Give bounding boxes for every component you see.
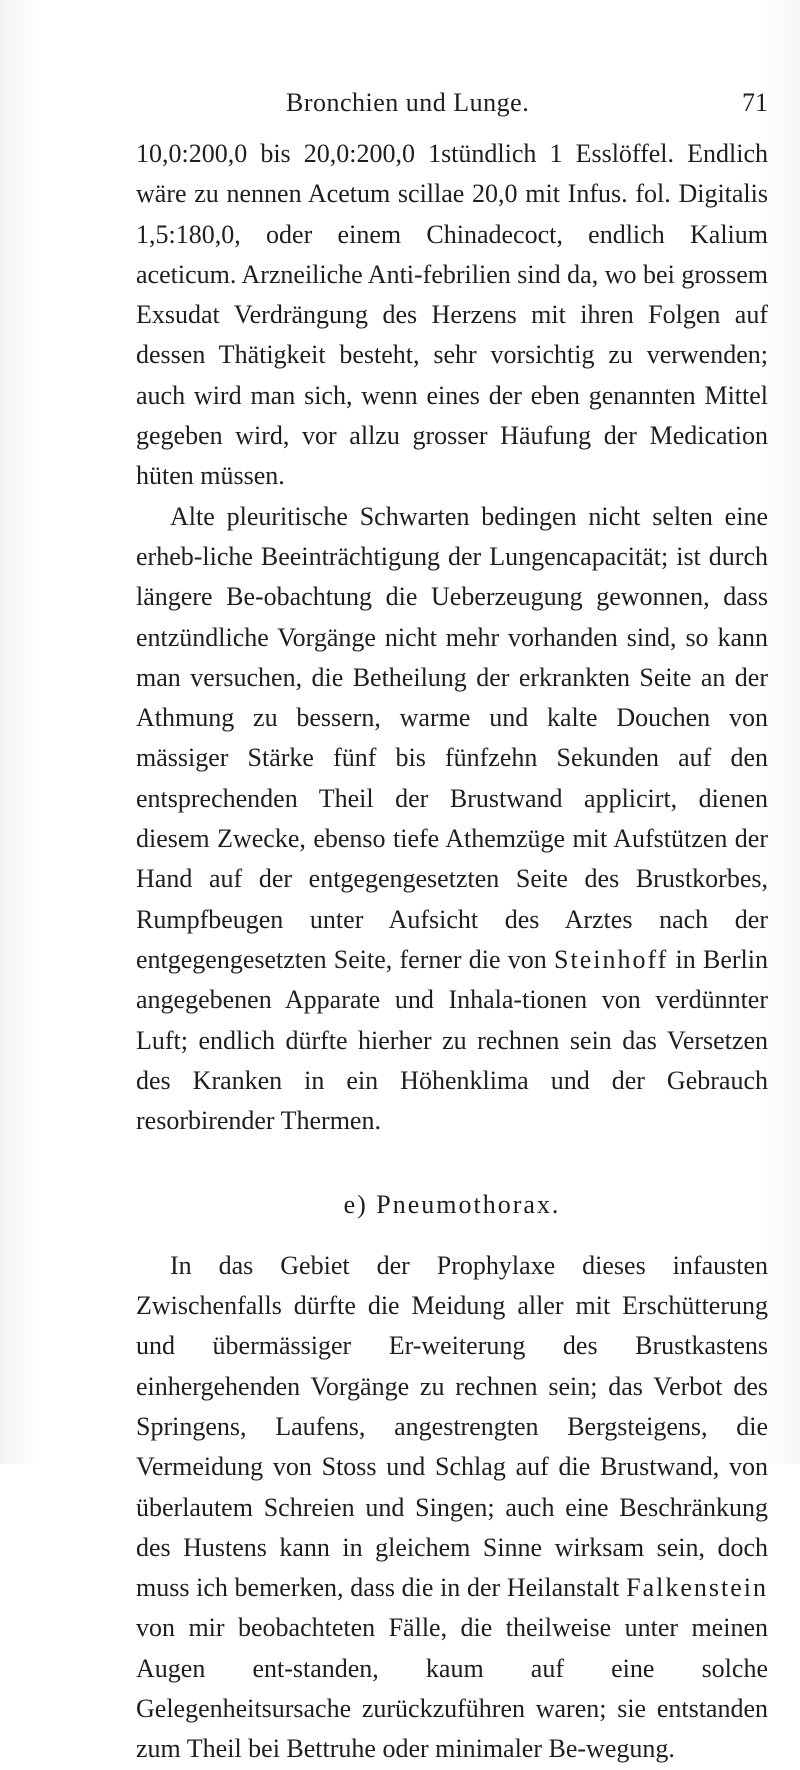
page-number: 71 [742, 88, 768, 117]
body-text [136, 134, 768, 1770]
running-header [136, 86, 768, 120]
paragraph-text-part: in Berlin angegebenen Apparate und Inhala-tionen von verdünnter Luft; endlich dürfte hierher zu rechnen sein das Versetzen des Kranken in ein Höhenklima und der Gebrauch resorbirender Thermen. [136, 944, 768, 1136]
paragraph-pneumothorax [136, 1246, 768, 1770]
place-name: Falkenstein [626, 1573, 768, 1603]
paragraph-text-part: von mir beobachteten Fälle, die theilweise unter meinen Augen ent-standen, kaum auf eine solche Gelegenheitsursache zurückzuführen waren; sie entstanden zum Theil bei Bettruhe oder minimaler Be-wegung. [136, 1613, 768, 1764]
section-heading: e) Pneumothorax. [343, 1190, 561, 1220]
paragraph-text-part: Alte pleuritische Schwarten bedingen nicht selten eine erheb-liche Beeinträchtigung der Lungencapacität; ist durch längere Be-obachtung die Ueberzeugung gewonnen, dass entzündliche Vorgänge nicht mehr vorhanden sind, so kann man versuchen, die Betheilung der erkrankten Seite an der Athmung zu bessern, warme und kalte Douchen von mässiger Stärke fünf bis fünfzehn Sekunden auf den entsprechenden Theil der Brustwand applicirt, dienen diesem Zwecke, ebenso tiefe Athemzüge mit Aufstützen der Hand auf der entgegengesetzten Seite des Brustkorbes, Rumpfbeugen unter Aufsicht des Arztes nach der entgegengesetzten Seite, ferner die von [136, 501, 768, 974]
paragraph-pleuritic-scars [136, 497, 768, 1142]
paragraph-text-part: In das Gebiet der Prophylaxe dieses infausten Zwischenfalls dürfte die Meidung aller mit Erschütterung und übermässiger Er-weiterung des Brustkastens einhergehenden Vorgänge zu rechnen sein; das Verbot des Springens, Laufens, angestrengten Bergsteigens, die Vermeidung von Stoss und Schlag auf die Brustwand, von überlautem Schreien und Singen; auch eine Beschränkung des Hustens kann in gleichem Sinne wirksam sein, doch muss ich bemerken, dass die in der Heilanstalt [136, 1250, 768, 1603]
person-name: Steinhoff [554, 944, 669, 974]
running-title: Bronchien und Lunge. [286, 88, 530, 117]
paragraph-medication: 10,0:200,0 bis 20,0:200,0 1stündlich 1 Esslöffel. Endlich wäre zu nennen Acetum scillae 20,0 mit Infus. fol. Digitalis 1,5:180,0, oder einem Chinadecoct, endlich Kalium aceticum. Arzneiliche Anti-febrilien sind da, wo bei grossem Exsudat Verdrängung des Herzens mit ihren Folgen auf dessen Thätigkeit besteht, sehr vorsichtig zu verwenden; auch wird man sich, wenn eines der eben genannten Mittel gegeben wird, vor allzu grosser Häufung der Medication hüten müssen. [136, 139, 768, 491]
